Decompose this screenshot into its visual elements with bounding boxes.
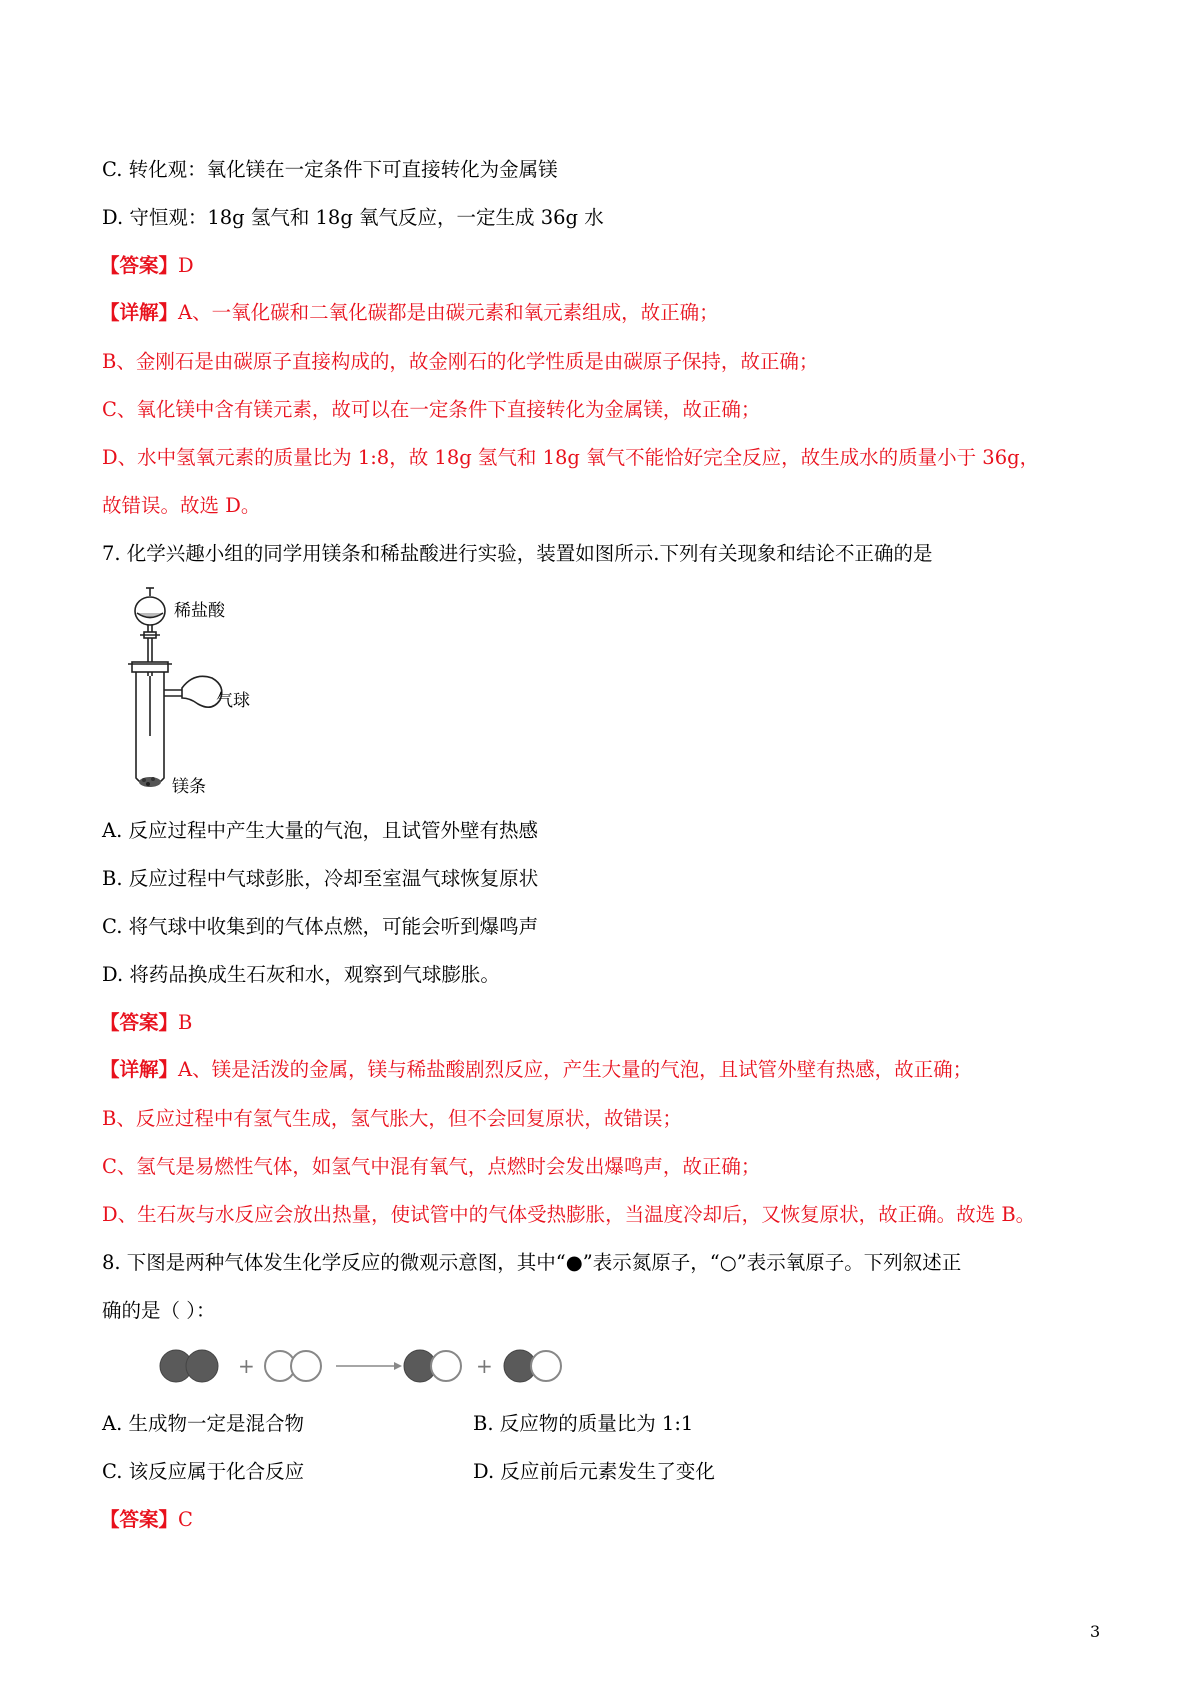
q6-detail-line (100, 299, 719, 327)
q7-option-c: C. 将气球中收集到的气体点燃，可能会听到爆鸣声 (102, 915, 539, 938)
label-balloon: 气球 (216, 691, 250, 711)
detail-tag: 【详解】 (100, 301, 179, 324)
q6-detail-line: 故错误。故选 D。 (102, 494, 261, 517)
answer-tag: 【答案】 (100, 254, 179, 277)
q7-option-d: D. 将药品换成生石灰和水，观察到气球膨胀。 (102, 963, 500, 986)
detail-text: A、一氧化碳和二氧化碳都是由碳元素和氧元素组成，故正确； (178, 301, 719, 324)
svg-text:+: + (476, 1354, 493, 1378)
q6-option-c: C. 转化观：氧化镁在一定条件下可直接转化为金属镁 (102, 158, 558, 181)
q7-answer (100, 1009, 192, 1037)
answer-value: C (178, 1508, 193, 1531)
q8-answer (100, 1506, 193, 1534)
reaction-diagram (158, 1341, 578, 1391)
apparatus-figure (120, 586, 280, 796)
svg-text:+: + (238, 1354, 255, 1378)
detail-tag: 【详解】 (100, 1058, 179, 1081)
q7-option-b: B. 反应过程中气球彭胀，冷却至室温气球恢复原状 (102, 867, 539, 890)
q6-detail-line: D、水中氢氧元素的质量比为 1:8，故 18g 氢气和 18g 氧气不能恰好完全反应，故生成水的质量小于 36g， (102, 446, 1040, 469)
q8-stem-line1: 8. 下图是两种气体发生化学反应的微观示意图，其中“●”表示氮原子，“○”表示氧原子。下列叙述正 (102, 1251, 962, 1274)
answer-tag: 【答案】 (100, 1011, 179, 1034)
q7-detail-line (100, 1056, 972, 1084)
q7-detail-line: B、反应过程中有氢气生成，氢气胀大，但不会回复原状，故错误； (102, 1107, 682, 1130)
q6-option-d: D. 守恒观：18g 氢气和 18g 氧气反应，一定生成 36g 水 (102, 206, 604, 229)
q7-option-a: A. 反应过程中产生大量的气泡，且试管外壁有热感 (102, 819, 538, 842)
q8-stem-line2: 确的是（ ）： (102, 1299, 216, 1322)
q7-detail-line: D、生石灰与水反应会放出热量，使试管中的气体受热膨胀，当温度冷却后，又恢复原状，故正确。故选 B。 (102, 1203, 1036, 1226)
answer-value: D (178, 254, 194, 277)
answer-value: B (178, 1011, 193, 1034)
q7-detail-line: C、氢气是易燃性气体，如氢气中混有氧气，点燃时会发出爆鸣声，故正确； (102, 1155, 761, 1178)
q6-answer (100, 252, 194, 280)
q7-stem: 7. 化学兴趣小组的同学用镁条和稀盐酸进行实验，装置如图所示.下列有关现象和结论不正确的是 (102, 542, 933, 565)
label-dilute-hcl: 稀盐酸 (174, 601, 225, 621)
q8-options-row-2 (102, 1458, 715, 1486)
q8-option-a: A. 生成物一定是混合物 (102, 1412, 304, 1435)
q6-detail-line: C、氧化镁中含有镁元素，故可以在一定条件下直接转化为金属镁，故正确； (102, 398, 761, 421)
q8-option-c: C. 该反应属于化合反应 (102, 1460, 305, 1483)
reaction-svg (158, 1341, 578, 1391)
q8-option-b: B. 反应物的质量比为 1:1 (473, 1412, 694, 1435)
q8-options-row-1 (102, 1410, 694, 1438)
answer-tag: 【答案】 (100, 1508, 179, 1531)
detail-text: A、镁是活泼的金属，镁与稀盐酸剧烈反应，产生大量的气泡，且试管外壁有热感，故正确； (178, 1058, 973, 1081)
q6-detail-line: B、金刚石是由碳原子直接构成的，故金刚石的化学性质是由碳原子保持，故正确； (102, 350, 819, 373)
label-magnesium: 镁条 (172, 777, 206, 797)
page-number: 3 (1090, 1622, 1101, 1641)
q8-option-d: D. 反应前后元素发生了变化 (473, 1460, 715, 1483)
